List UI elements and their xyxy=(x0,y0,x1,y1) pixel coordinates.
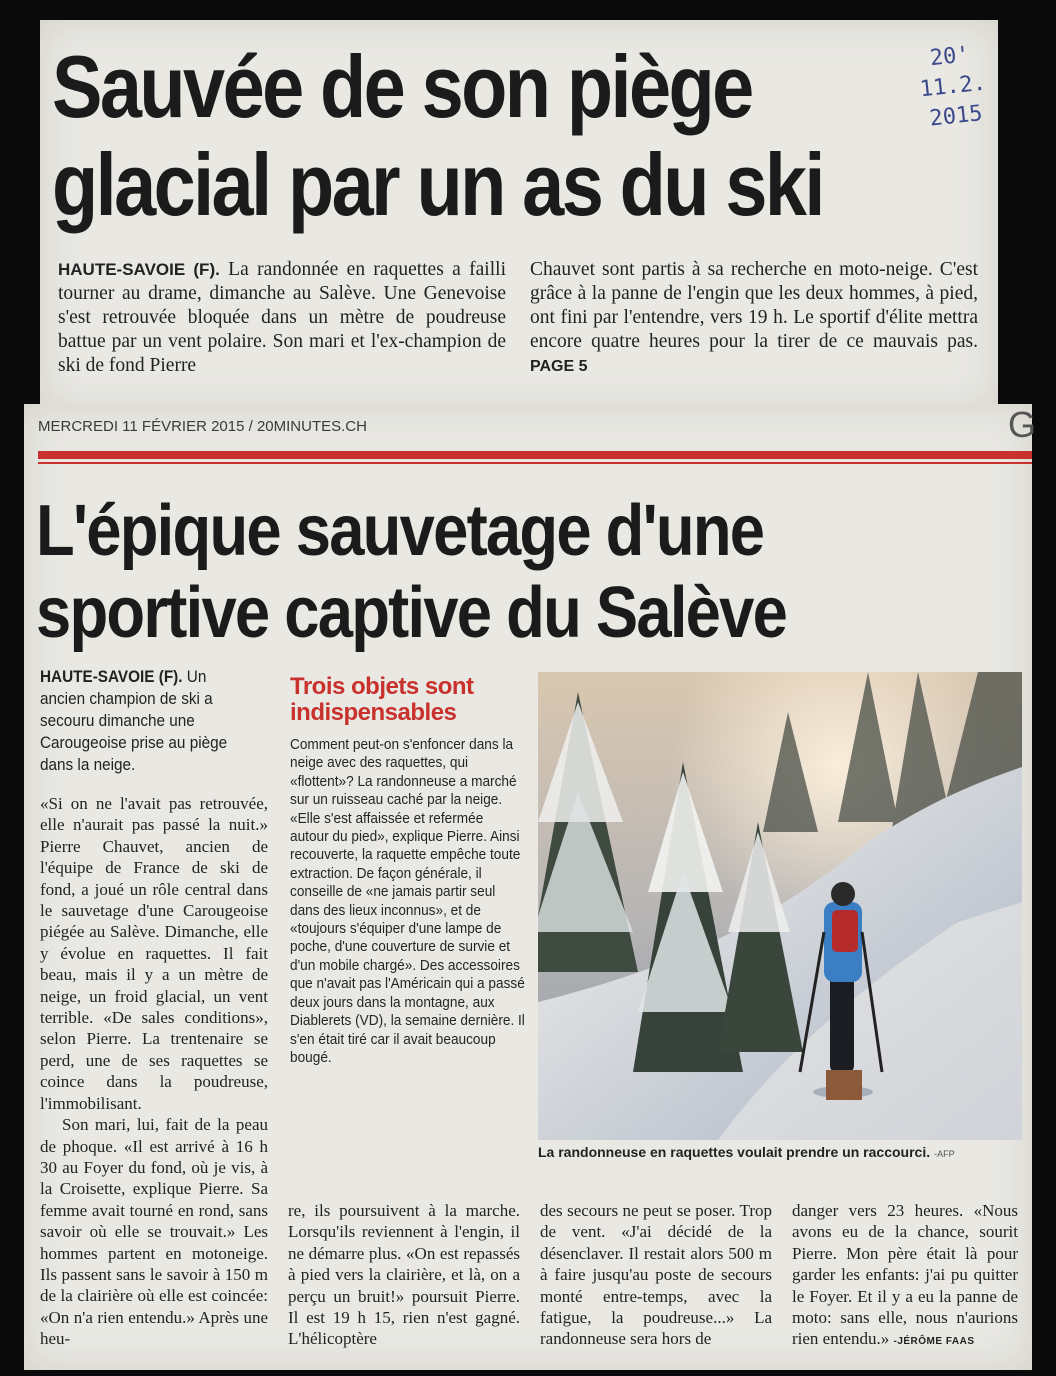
top-lede-text-1: La randonnée en raquettes a failli tourner au drame, dimanche au Salève. Une Genevoise s'est retrouvée bloquée dans un mètre de poudreuse battue par un vent polaire. Son mari et l'ex-champion de ski de fond Pierre xyxy=(58,259,506,376)
handwritten-line: 20' xyxy=(928,42,971,72)
winter-forest-illustration xyxy=(538,672,1022,1140)
red-rule xyxy=(38,451,1032,459)
article-column-2 xyxy=(288,1200,520,1350)
photo-credit: -AFP xyxy=(934,1149,955,1159)
paragraph: «Si on ne l'avait pas retrouvée, elle n'aurait pas passé la nuit.» Pierre Chauvet, ancien de l'équipe de France de ski de fond, a joué un rôle central dans le sauvetage d'une Carougeoise piégée au Salève. Dimanche, elle y évolue en raquettes. Il fait beau, mais il y a un mètre de neige, un froid glacial, un vent terrible. «De sales conditions», selon Pierre. La trentenaire se perd, une de ses raquettes se coince dans la poudreuse, l'immobilisant. xyxy=(40,794,268,1113)
red-rule-thin xyxy=(38,462,1032,464)
top-headline: Sauvée de son piège glacial par un as du ski xyxy=(52,37,823,234)
top-lede-column-2 xyxy=(530,258,978,379)
dateline: MERCREDI 11 FÉVRIER 2015 / 20MINUTES.CH xyxy=(38,418,367,435)
handwritten-date-note xyxy=(904,38,1003,137)
article-column-3 xyxy=(540,1200,772,1350)
article-column-1 xyxy=(40,793,268,1350)
paragraph: Son mari, lui, fait de la peau de phoque. «Il est arrivé à 16 h 30 au Foyer du fond, où je vis, à la Croisette, explique Pierre. Sa femme avait tourné en rond, sans savoir où elle se trouvait.» Les hommes partent en motoneige. Ils passent sans le savoir à 150 m de la clairière où elle est coincée: «On n'a rien entendu.» Après une heu- xyxy=(40,1115,268,1349)
paragraph: re, ils poursuivent à la marche. Lorsqu'ils reviennent à l'engin, il ne démarre plus. «On est repassés à pied vers la clairière, et là, on a perçu un bruit!» poursuit Pierre. Il est 19 h 15, rien n'est gagné. L'hélicoptère xyxy=(288,1201,520,1349)
column-4-text: danger vers 23 heures. «Nous avons eu de la chance, sourit Pierre. Mon père était là pour garder les enfants: j'ai pu quitter le Foyer. Et il y a eu la panne de moto: sans elle, nous n'aurions rien entendu.» xyxy=(792,1201,1018,1349)
top-lede xyxy=(58,258,978,379)
article-column-4 xyxy=(792,1200,1018,1353)
byline: -JÉRÔME FAAS xyxy=(893,1336,975,1348)
top-kicker: HAUTE-SAVOIE (F). xyxy=(58,260,220,279)
handwritten-line: 11.2. xyxy=(918,70,988,103)
handwritten-line: 2015 xyxy=(928,101,984,132)
main-headline: L'épique sauvetage d'une sportive captive du Salève xyxy=(36,491,787,653)
top-lede-column-1 xyxy=(58,258,506,379)
sidebar-text: Comment peut-on s'enfoncer dans la neige avec des raquettes, qui «flottent»? La randonneuse a marché sur un ruisseau caché par la neige. «Elle s'est affaissée et refermée autour du pied», explique Pierre. Ainsi recouverte, la raquette empêche toute extraction. De façon générale, il conseille de «ne jamais partir seul dans des lieux inconnus», et de «toujours s'équiper d'une lampe de poche, d'une couverture de survie et d'un mobile chargé». Des accessoires que n'avait pas l'Américain qui a passé deux jours dans la montagne, aux Diablerets (VD), la semaine dernière. Il s'en était tiré car il avait beaucoup bougé. xyxy=(290,737,525,1066)
main-lede-text: Un ancien champion de ski a secouru dimanche une Carougeoise prise au piège dans la neige. xyxy=(40,667,228,774)
sidebar-box xyxy=(290,674,526,1067)
snowshoe-photo xyxy=(538,672,1022,1140)
top-lede-text-2: Chauvet sont partis à sa recherche en moto-neige. C'est grâce à la panne de l'engin que les deux hommes, à pied, ont fini par l'entendre, vers 19 h. Le sportif d'élite mettra encore quatre heures pour la tirer de ce mauvais pas. xyxy=(530,259,978,352)
paragraph xyxy=(792,1200,1018,1353)
main-clipping xyxy=(24,404,1037,1370)
sidebar-title: Trois objets sont indispensables xyxy=(290,673,474,726)
main-kicker: HAUTE-SAVOIE (F). xyxy=(40,667,183,686)
paragraph: des secours ne peut se poser. Trop de vent. «J'ai décidé de la désenclaver. Il restait alors 500 m à faire jusqu'au poste de secours monté entre-temps, avec la fatigue, la poudreuse...» La randonneuse sera hors de xyxy=(540,1201,772,1349)
caption-text: La randonneuse en raquettes voulait prendre un raccourci. xyxy=(538,1144,931,1160)
page-reference: PAGE 5 xyxy=(530,358,588,375)
top-clipping xyxy=(40,20,998,412)
main-lede xyxy=(40,666,242,776)
photo-caption xyxy=(538,1144,1028,1160)
edge-letter: G xyxy=(1008,404,1037,445)
